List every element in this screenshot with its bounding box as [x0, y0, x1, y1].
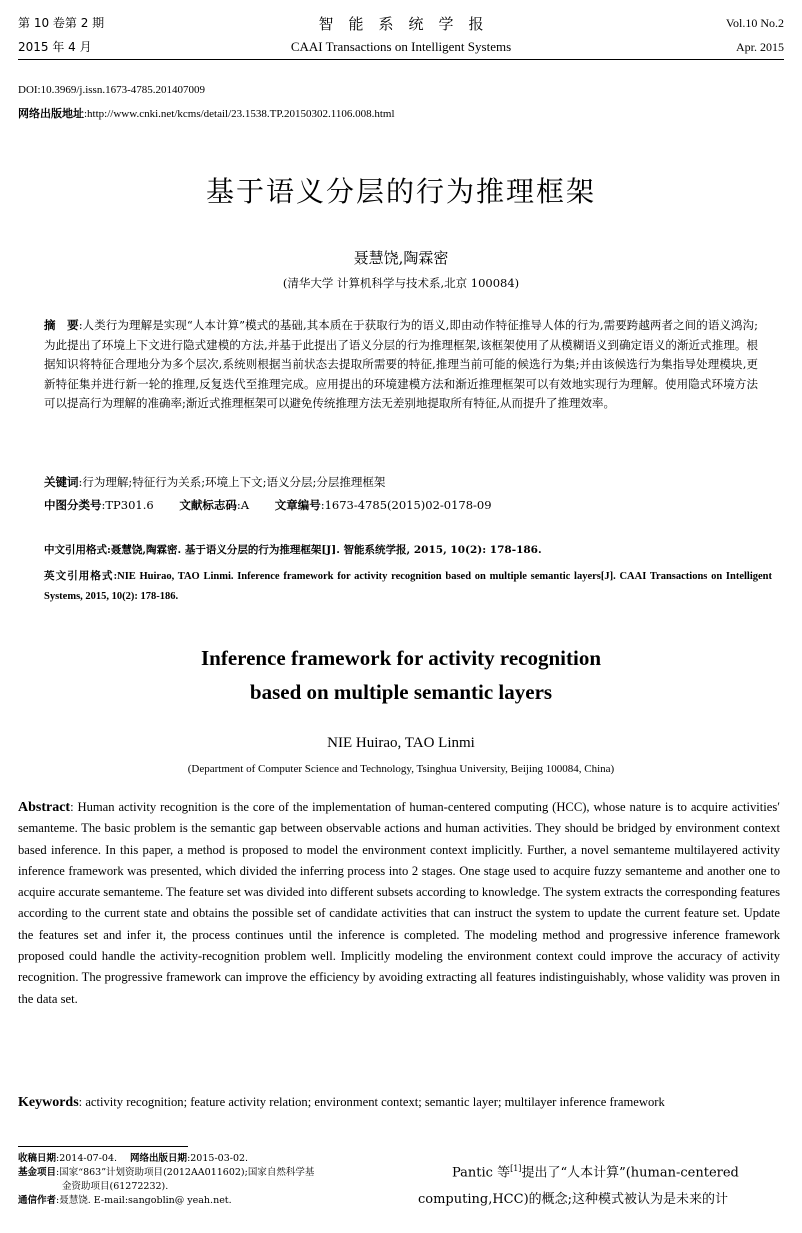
abstract-en-text: : Human activity recognition is the core of the implementation of human-centered computing (HCC), whose nature is to acquire activities′ semanteme. The basic problem is the semantic gap between observable actions and human activities. They should be bridged by environment context based inference. In this paper, a method is proposed to model the environment context implicitly. Further, a novel semanteme multilayered activity inference framework was presented, which divided the inferring process into 2 stages. One stage used to acquire fuzzy semanteme and another one to acquire accurate semanteme. The feature set was divided into different subsets according to knowledge. The system extracts the corresponding features according to the current state and obtains the possible set of candidate activities that can instruct the system to update the current feature set. Update the features set and infer it, the process continues until the inference is completed. The modeling method and progressive inference framework proposed could handle the activity-recognition problem well. Implicitly modeling the environment context could improve the accuracy of activity recognition. The progressive framework can improve the efficiency by avoiding extracting all features indistinguishably, whose validity was proven in the data set.: [18, 800, 780, 1006]
online-date: :2015-03-02.: [187, 1153, 249, 1164]
body-text-start: [418, 1155, 780, 1213]
keywords-en-label: Keywords: [18, 1095, 79, 1110]
journal-name-en: CAAI Transactions on Intelligent Systems: [290, 39, 512, 54]
keywords-en: [18, 1092, 780, 1113]
publication-url-label: 网络出版地址: [18, 107, 84, 120]
citation-cn: [44, 542, 758, 558]
doi: DOI:10.3969/j.issn.1673-4785.201407009: [18, 84, 205, 96]
body-line2: computing,HCC)的概念;这种模式被认为是未来的计: [418, 1192, 729, 1208]
footnote-dates: [18, 1152, 408, 1166]
keywords-en-text: : activity recognition; feature activity relation; environment context; semantic layer; multilayer inference framework: [78, 1095, 665, 1109]
title-en-line1: Inference framework for activity recognition: [200, 646, 602, 670]
title-cn: 基于语义分层的行为推理框架: [205, 175, 596, 208]
keywords-cn: [44, 473, 758, 493]
keywords-cn-text: :行为理解;特征行为关系;环境上下文;语义分层;分层推理框架: [78, 475, 386, 489]
abstract-cn: [44, 316, 758, 414]
body-line1: [418, 1155, 780, 1186]
reference-mark[interactable]: [1]: [510, 1164, 522, 1173]
received-date: :2014-07-04.: [56, 1153, 118, 1164]
abstract-cn-text: :人类行为理解是实现“人本计算”模式的基础,其本质在于获取行为的语义,即由动作特征推导人体的行为,需要跨越两者之间的语义鸿沟;为此提出了环境上下文进行隐式建模的方法,并基于此提出了语义分层的行为推理框架,该框架使用了从模糊语义到确定语义的渐近式推理。根据知识将特征合理地分为多个层次,系统则根据当前状态去提取所需要的特征,推理当前可能的候选行为集;并由该候选行为集指导处理模块,更新特征集并进行新一轮的推理,反复迭代至推理完成。应用提出的环境建模方法和渐近推理框架可以有效地实现行为理解。使用隐式环境方法可以提高行为理解的准确率;渐近式推理框架可以避免传统推理方法无差别地提取所有特征,从而提升了推理效率。: [44, 318, 759, 410]
title-en-line2: based on multiple semantic layers: [249, 680, 553, 704]
body-line1-pre: Pantic 等: [452, 1165, 511, 1181]
abstract-en: [18, 797, 780, 1010]
class-value: :TP301.6: [101, 498, 154, 512]
citation-en-text: :NIE Huirao, TAO Linmi. Inference framework for activity recognition based on multiple semantic layers[J]. CAAI Transactions on Intelligent Systems, 2015, 10(2): 178-186.: [44, 571, 772, 602]
received-label: 收稿日期: [18, 1153, 57, 1164]
article-no-label: 文章编号: [274, 498, 321, 512]
authors-en: NIE Huirao, TAO Linmi: [327, 735, 475, 751]
fund-line1: :国家“863”计划资助项目(2012AA011602);国家自然科学基: [56, 1167, 315, 1178]
citation-cn-label: 中文引用格式: [44, 544, 107, 556]
footnotes: [18, 1152, 408, 1208]
abstract-en-label: Abstract: [18, 800, 71, 815]
class-label: 中图分类号: [44, 498, 102, 512]
footnote-fund: [18, 1166, 408, 1180]
footnote-fund-cont: 金资助项目(61272232).: [62, 1181, 169, 1192]
doc-code-value: :A: [236, 498, 250, 512]
citation-cn-text: :聂慧饶,陶霖密. 基于语义分层的行为推理框架[J]. 智能系统学报, 2015, 10(2): 178-186.: [107, 544, 542, 556]
body-line1-post: 提出了“人本计算”(human-centered: [521, 1165, 739, 1181]
publication-url-line: [18, 105, 395, 121]
header-rule: [18, 59, 784, 60]
citation-en: [44, 566, 772, 607]
fund-label: 基金项目: [18, 1167, 57, 1178]
affiliation-en: (Department of Computer Science and Technology, Tsinghua University, Beijing 100084, China): [187, 763, 615, 775]
authors-cn: 聂慧饶,陶霖密: [353, 249, 449, 267]
keywords-cn-label: 关键词: [44, 475, 79, 489]
footnote-corresponding: [18, 1194, 408, 1208]
abstract-cn-label: 摘 要: [44, 318, 79, 332]
corresponding-text: :聂慧饶. E-mail:sangoblin@ yeah.net.: [56, 1195, 232, 1206]
date-en: Apr. 2015: [736, 40, 784, 54]
journal-name-cn: 智 能 系 统 学 报: [318, 15, 484, 33]
citation-en-label: 英文引用格式: [44, 570, 114, 582]
footnote-rule: [18, 1146, 188, 1147]
volume-issue-cn: 第 10 卷第 2 期: [18, 16, 105, 30]
corresponding-label: 通信作者: [18, 1195, 57, 1206]
publication-url[interactable]: :http://www.cnki.net/kcms/detail/23.1538.TP.20150302.1106.008.html: [84, 108, 395, 120]
affiliation-cn: (清华大学 计算机科学与技术系,北京 100084): [282, 276, 520, 290]
online-date-label: 网络出版日期: [130, 1153, 188, 1164]
article-no-value: :1673-4785(2015)02-0178-09: [320, 498, 492, 512]
doc-code-label: 文献标志码: [179, 498, 237, 512]
volume-issue-en: Vol.10 No.2: [725, 16, 784, 30]
date-cn: 2015 年 4 月: [18, 40, 92, 54]
classification-line: [44, 496, 758, 516]
